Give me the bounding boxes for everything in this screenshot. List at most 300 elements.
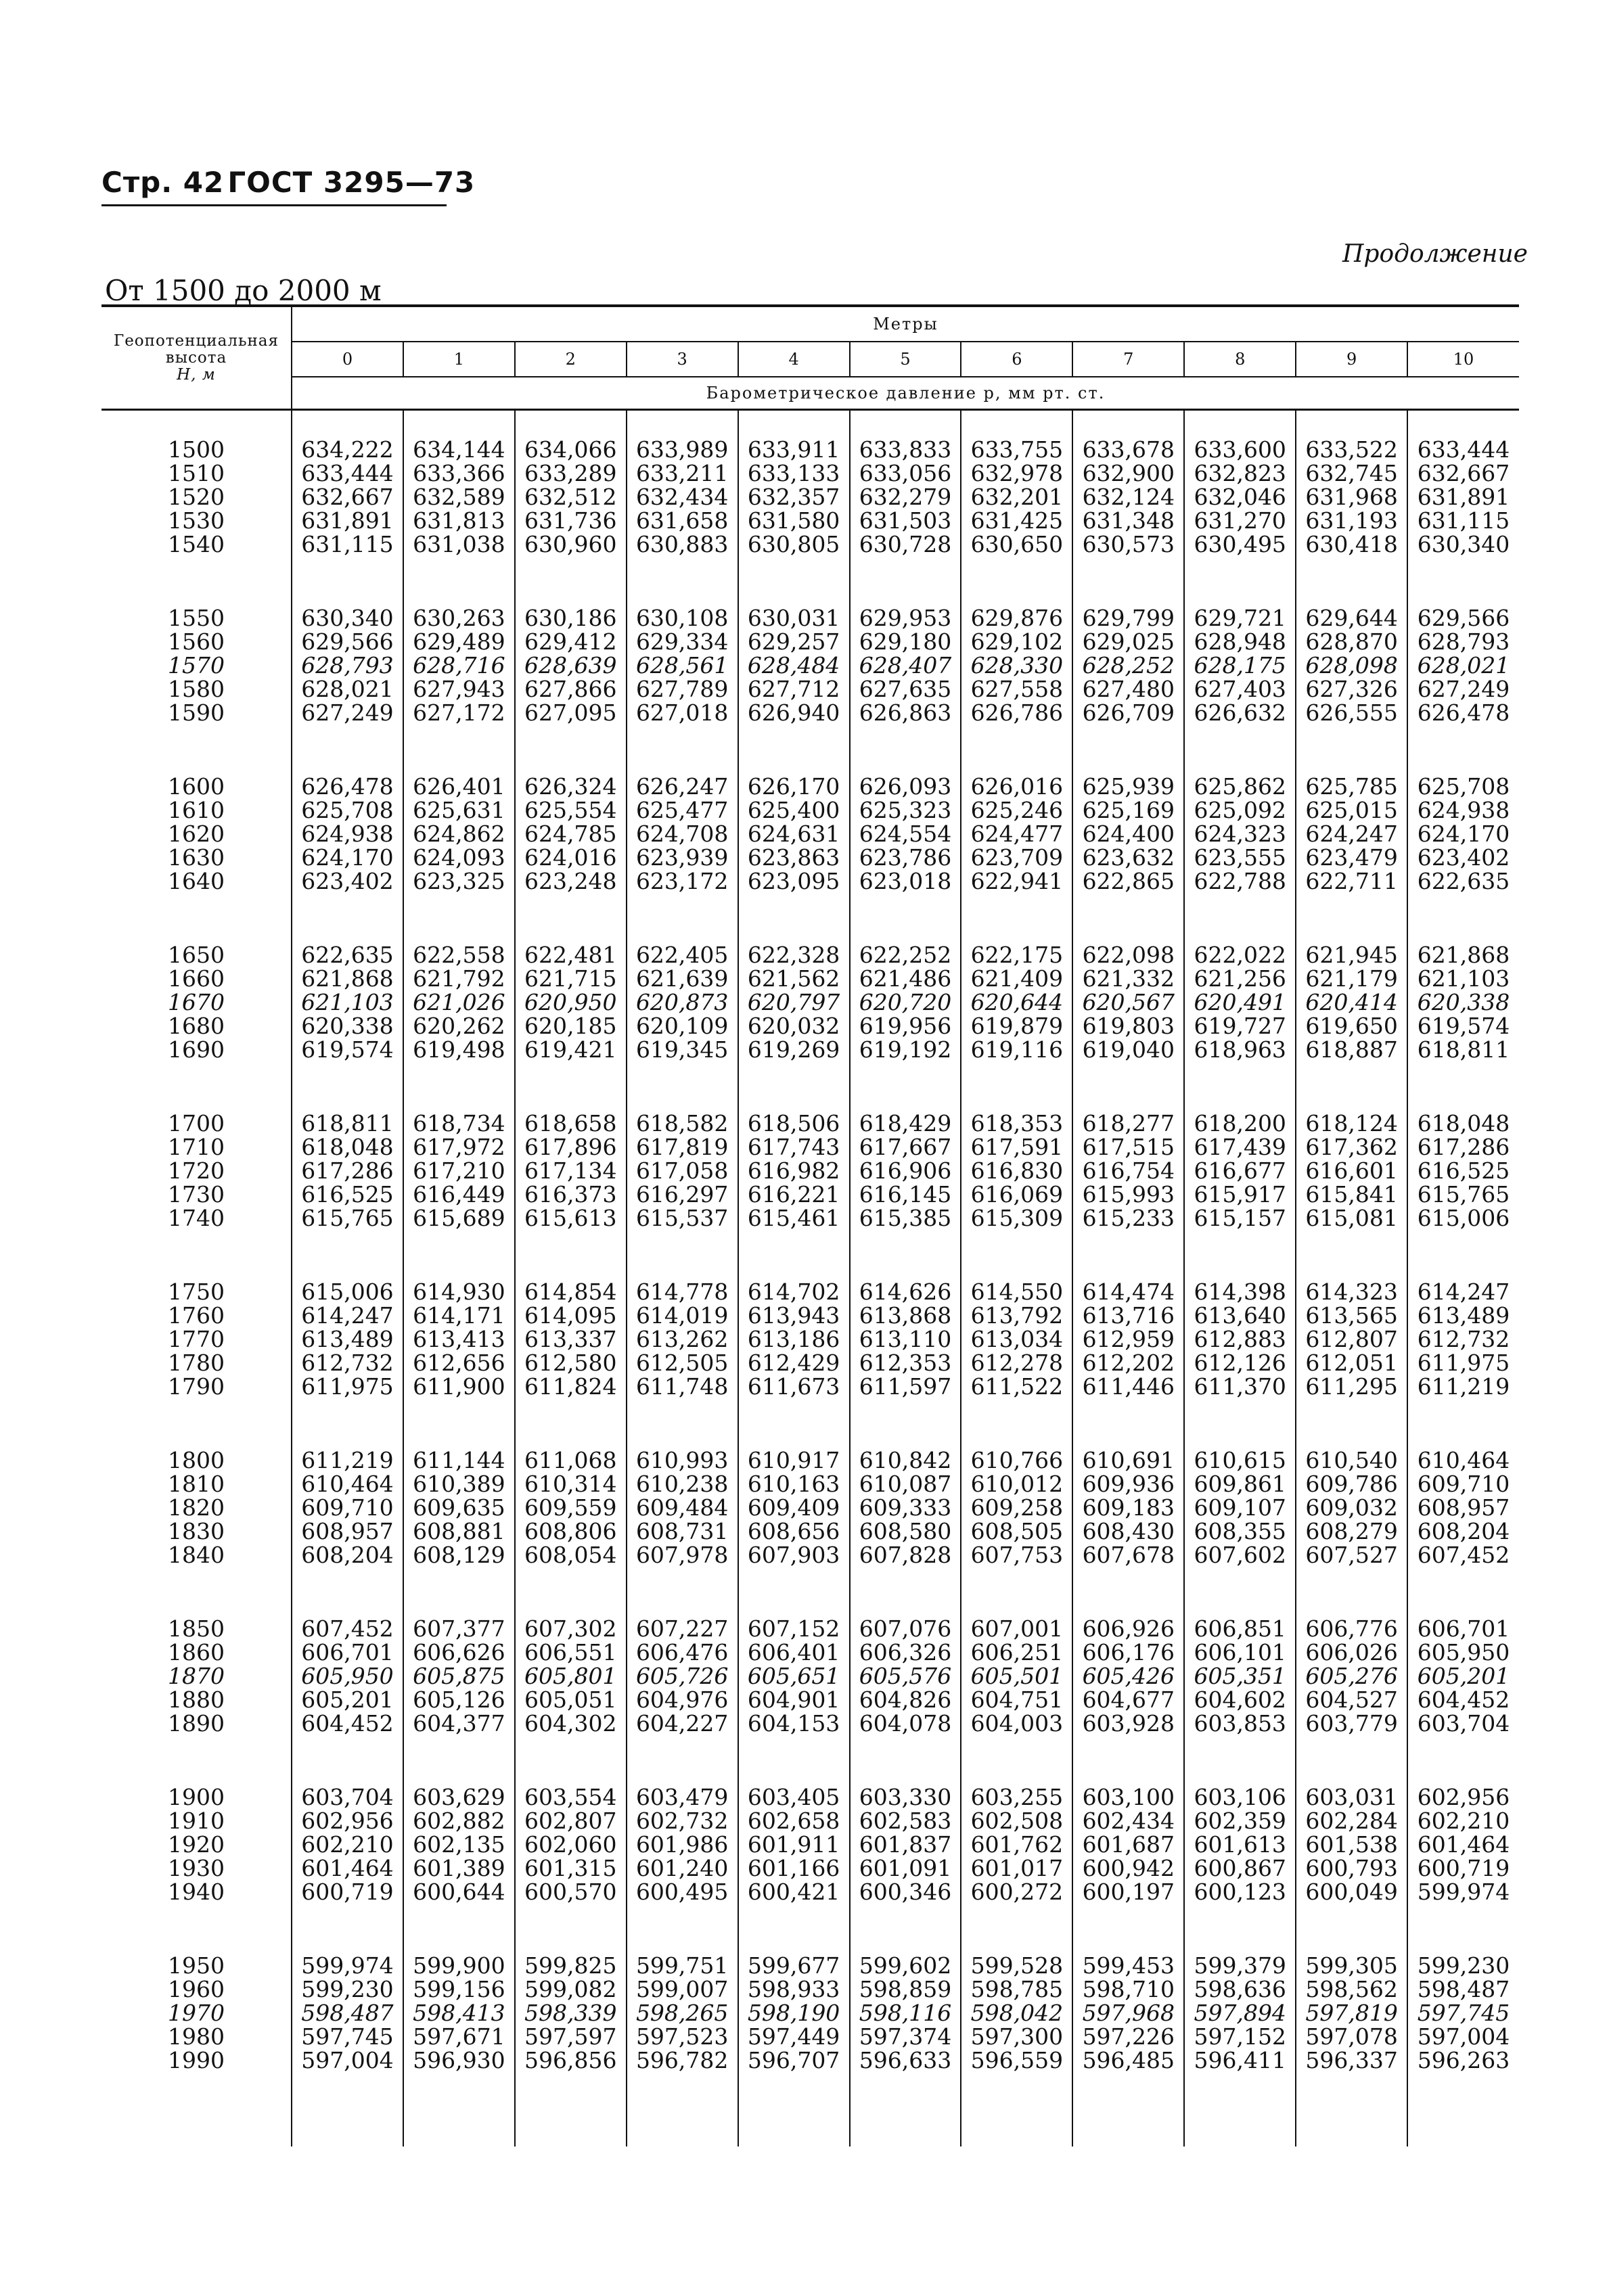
pressure-cell: 598,710 bbox=[1072, 1977, 1184, 2001]
pressure-cell: 626,786 bbox=[961, 701, 1072, 748]
pressure-cell: 616,525 bbox=[1407, 1159, 1519, 1183]
pressure-cell: 614,778 bbox=[627, 1253, 738, 1304]
pressure-cell: 620,950 bbox=[515, 990, 627, 1014]
pressure-cell: 614,171 bbox=[403, 1304, 515, 1327]
pressure-cell: 615,309 bbox=[961, 1206, 1072, 1253]
pressure-cell: 633,522 bbox=[1296, 410, 1407, 462]
pressure-cell: 609,258 bbox=[961, 1496, 1072, 1519]
table-row bbox=[101, 1206, 1519, 1253]
pressure-cell: 627,249 bbox=[1407, 677, 1519, 701]
pressure-cell: 610,917 bbox=[738, 1421, 850, 1472]
pressure-cell: 616,449 bbox=[403, 1183, 515, 1206]
pressure-cell: 598,487 bbox=[292, 2001, 403, 2025]
pressure-cell: 631,658 bbox=[627, 509, 738, 532]
pressure-cell: 614,095 bbox=[515, 1304, 627, 1327]
table-header bbox=[101, 306, 1519, 410]
pressure-cell: 610,766 bbox=[961, 1421, 1072, 1472]
pressure-cell: 629,334 bbox=[627, 630, 738, 653]
pressure-cell: 611,673 bbox=[738, 1375, 850, 1421]
pressure-cell: 617,058 bbox=[627, 1159, 738, 1183]
table-row bbox=[101, 2025, 1519, 2048]
pressure-cell: 609,484 bbox=[627, 1496, 738, 1519]
pressure-cell: 626,093 bbox=[850, 748, 961, 798]
table-row bbox=[101, 1135, 1519, 1159]
pressure-cell: 606,401 bbox=[738, 1640, 850, 1664]
pressure-cell: 623,325 bbox=[403, 869, 515, 916]
pressure-cell: 602,807 bbox=[515, 1809, 627, 1833]
pressure-cell: 599,379 bbox=[1184, 1927, 1296, 1977]
pressure-cell: 613,716 bbox=[1072, 1304, 1184, 1327]
table-row bbox=[101, 1640, 1519, 1664]
pressure-cell: 625,554 bbox=[515, 798, 627, 822]
pressure-cell: 617,972 bbox=[403, 1135, 515, 1159]
pressure-cell: 607,602 bbox=[1184, 1543, 1296, 1590]
pressure-cell: 619,421 bbox=[515, 1038, 627, 1084]
pressure-cell: 620,873 bbox=[627, 990, 738, 1014]
pressure-cell: 631,968 bbox=[1296, 485, 1407, 509]
height-cell: 1630 bbox=[168, 844, 225, 871]
pressure-cell: 618,811 bbox=[1407, 1038, 1519, 1084]
pressure-cell: 627,480 bbox=[1072, 677, 1184, 701]
pressure-cell: 622,635 bbox=[1407, 869, 1519, 916]
pressure-cell: 601,017 bbox=[961, 1856, 1072, 1880]
height-cell: 1650 bbox=[168, 942, 225, 968]
pressure-cell: 609,710 bbox=[1407, 1472, 1519, 1496]
pressure-cell: 623,863 bbox=[738, 846, 850, 869]
pressure-cell: 599,082 bbox=[515, 1977, 627, 2001]
column-header-2: 2 bbox=[515, 342, 627, 377]
pressure-cell: 609,786 bbox=[1296, 1472, 1407, 1496]
height-cell: 1930 bbox=[168, 1855, 225, 1881]
pressure-cell: 618,429 bbox=[850, 1084, 961, 1135]
pressure-cell: 602,956 bbox=[292, 1809, 403, 1833]
table-row bbox=[101, 2001, 1519, 2025]
pressure-cell: 618,887 bbox=[1296, 1038, 1407, 1084]
pressure-cell: 608,129 bbox=[403, 1543, 515, 1590]
pressure-cell: 612,656 bbox=[403, 1351, 515, 1375]
height-cell: 1680 bbox=[168, 1013, 225, 1039]
pressure-cell: 603,031 bbox=[1296, 1758, 1407, 1809]
pressure-cell: 607,978 bbox=[627, 1543, 738, 1590]
corner-line-1: Геопотенциальная bbox=[113, 331, 279, 350]
pressure-cell: 626,478 bbox=[292, 748, 403, 798]
pressure-cell: 617,743 bbox=[738, 1135, 850, 1159]
pressure-cell: 605,351 bbox=[1184, 1664, 1296, 1688]
pressure-cell: 602,956 bbox=[1407, 1758, 1519, 1809]
pressure-cell: 623,095 bbox=[738, 869, 850, 916]
pressure-cell: 602,135 bbox=[403, 1833, 515, 1856]
table-row bbox=[101, 748, 1519, 798]
table-row bbox=[101, 869, 1519, 916]
pressure-cell: 605,726 bbox=[627, 1664, 738, 1688]
pressure-cell: 612,202 bbox=[1072, 1351, 1184, 1375]
pressure-cell: 603,853 bbox=[1184, 1712, 1296, 1758]
pressure-cell: 618,048 bbox=[1407, 1084, 1519, 1135]
pressure-cell: 629,799 bbox=[1072, 579, 1184, 630]
pressure-cell: 622,252 bbox=[850, 916, 961, 967]
pressure-cell: 601,389 bbox=[403, 1856, 515, 1880]
pressure-cell: 622,175 bbox=[961, 916, 1072, 967]
pressure-cell: 611,295 bbox=[1296, 1375, 1407, 1421]
column-header-4: 4 bbox=[738, 342, 850, 377]
pressure-cell: 625,477 bbox=[627, 798, 738, 822]
pressure-cell: 623,248 bbox=[515, 869, 627, 916]
pressure-cell: 599,230 bbox=[292, 1977, 403, 2001]
pressure-cell: 597,894 bbox=[1184, 2001, 1296, 2025]
pressure-cell: 628,407 bbox=[850, 653, 961, 677]
pressure-cell: 612,126 bbox=[1184, 1351, 1296, 1375]
pressure-cell: 609,409 bbox=[738, 1496, 850, 1519]
pressure-cell: 597,300 bbox=[961, 2025, 1072, 2048]
pressure-cell: 623,018 bbox=[850, 869, 961, 916]
pressure-cell: 600,049 bbox=[1296, 1880, 1407, 1927]
pressure-cell: 618,277 bbox=[1072, 1084, 1184, 1135]
table-row bbox=[101, 1927, 1519, 1977]
pressure-cell: 630,340 bbox=[1407, 532, 1519, 579]
pressure-cell: 625,169 bbox=[1072, 798, 1184, 822]
pressure-cell: 602,359 bbox=[1184, 1809, 1296, 1833]
pressure-cell: 624,938 bbox=[292, 822, 403, 846]
pressure-cell: 605,801 bbox=[515, 1664, 627, 1688]
pressure-cell: 599,453 bbox=[1072, 1927, 1184, 1977]
table-row bbox=[101, 1809, 1519, 1833]
pressure-cell: 610,389 bbox=[403, 1472, 515, 1496]
pressure-cell: 616,754 bbox=[1072, 1159, 1184, 1183]
table-row bbox=[101, 485, 1519, 509]
pressure-cell: 597,968 bbox=[1072, 2001, 1184, 2025]
pressure-cell: 602,060 bbox=[515, 1833, 627, 1856]
table-row bbox=[101, 1038, 1519, 1084]
pressure-cell: 600,793 bbox=[1296, 1856, 1407, 1880]
table-row bbox=[101, 1084, 1519, 1135]
pressure-cell: 632,823 bbox=[1184, 461, 1296, 485]
pressure-cell: 617,286 bbox=[1407, 1135, 1519, 1159]
pressure-cell: 630,108 bbox=[627, 579, 738, 630]
pressure-cell: 597,226 bbox=[1072, 2025, 1184, 2048]
height-cell: 1520 bbox=[168, 484, 225, 510]
pressure-cell: 630,883 bbox=[627, 532, 738, 579]
pressure-cell: 633,366 bbox=[403, 461, 515, 485]
height-cell: 1530 bbox=[168, 507, 225, 534]
pressure-cell: 606,701 bbox=[292, 1640, 403, 1664]
pressure-cell: 628,252 bbox=[1072, 653, 1184, 677]
pressure-cell: 606,776 bbox=[1296, 1590, 1407, 1640]
pressure-cell: 627,403 bbox=[1184, 677, 1296, 701]
pressure-cell: 618,124 bbox=[1296, 1084, 1407, 1135]
pressure-cell: 625,785 bbox=[1296, 748, 1407, 798]
pressure-cell: 616,830 bbox=[961, 1159, 1072, 1183]
table-row bbox=[101, 822, 1519, 846]
pressure-cell: 618,506 bbox=[738, 1084, 850, 1135]
table-row bbox=[101, 1421, 1519, 1472]
pressure-cell: 602,434 bbox=[1072, 1809, 1184, 1833]
pressure-cell: 631,736 bbox=[515, 509, 627, 532]
pressure-cell: 598,190 bbox=[738, 2001, 850, 2025]
height-cell: 1830 bbox=[168, 1518, 225, 1544]
pressure-cell: 628,870 bbox=[1296, 630, 1407, 653]
pressure-cell: 609,333 bbox=[850, 1496, 961, 1519]
pressure-cell: 625,939 bbox=[1072, 748, 1184, 798]
pressure-cell: 627,712 bbox=[738, 677, 850, 701]
pressure-cell: 620,262 bbox=[403, 1014, 515, 1038]
table-row bbox=[101, 1253, 1519, 1304]
pressure-cell: 612,959 bbox=[1072, 1327, 1184, 1351]
pressure-cell: 619,803 bbox=[1072, 1014, 1184, 1038]
pressure-cell: 612,807 bbox=[1296, 1327, 1407, 1351]
pressure-cell: 604,976 bbox=[627, 1688, 738, 1712]
pressure-cell: 599,974 bbox=[1407, 1880, 1519, 1927]
pressure-cell: 596,930 bbox=[403, 2048, 515, 2146]
pressure-cell: 620,414 bbox=[1296, 990, 1407, 1014]
table-row bbox=[101, 1327, 1519, 1351]
page-number: Стр. 42 bbox=[101, 166, 225, 199]
pressure-cell: 610,087 bbox=[850, 1472, 961, 1496]
pressure-cell: 615,006 bbox=[1407, 1206, 1519, 1253]
pressure-cell: 627,866 bbox=[515, 677, 627, 701]
pressure-cell: 632,667 bbox=[292, 485, 403, 509]
pressure-cell: 624,631 bbox=[738, 822, 850, 846]
pressure-cell: 597,004 bbox=[1407, 2025, 1519, 2048]
pressure-cell: 619,574 bbox=[292, 1038, 403, 1084]
pressure-cell: 626,709 bbox=[1072, 701, 1184, 748]
column-header-6: 6 bbox=[961, 342, 1072, 377]
pressure-cell: 620,797 bbox=[738, 990, 850, 1014]
pressure-cell: 630,805 bbox=[738, 532, 850, 579]
pressure-cell: 630,263 bbox=[403, 579, 515, 630]
pressure-cell: 597,374 bbox=[850, 2025, 961, 2048]
pressure-cell: 603,479 bbox=[627, 1758, 738, 1809]
height-cell: 1790 bbox=[168, 1373, 225, 1400]
pressure-cell: 620,032 bbox=[738, 1014, 850, 1038]
pressure-cell: 623,172 bbox=[627, 869, 738, 916]
height-cell: 1910 bbox=[168, 1808, 225, 1834]
pressure-cell: 621,103 bbox=[1407, 967, 1519, 990]
table-row bbox=[101, 1664, 1519, 1688]
pressure-cell: 623,402 bbox=[1407, 846, 1519, 869]
pressure-cell: 628,098 bbox=[1296, 653, 1407, 677]
pressure-cell: 610,012 bbox=[961, 1472, 1072, 1496]
pressure-cell: 613,262 bbox=[627, 1327, 738, 1351]
column-header-5: 5 bbox=[850, 342, 961, 377]
pressure-cell: 610,842 bbox=[850, 1421, 961, 1472]
pressure-cell: 634,222 bbox=[292, 410, 403, 462]
pressure-cell: 626,632 bbox=[1184, 701, 1296, 748]
pressure-cell: 615,385 bbox=[850, 1206, 961, 1253]
pressure-cell: 605,276 bbox=[1296, 1664, 1407, 1688]
pressure-cell: 629,025 bbox=[1072, 630, 1184, 653]
pressure-cell: 618,734 bbox=[403, 1084, 515, 1135]
pressure-cell: 608,204 bbox=[292, 1543, 403, 1590]
pressure-cell: 626,170 bbox=[738, 748, 850, 798]
height-cell: 1750 bbox=[168, 1279, 225, 1305]
pressure-cell: 600,346 bbox=[850, 1880, 961, 1927]
pressure-cell: 624,247 bbox=[1296, 822, 1407, 846]
height-cell: 1670 bbox=[168, 989, 225, 1015]
pressure-cell: 627,095 bbox=[515, 701, 627, 748]
pressure-cell: 613,034 bbox=[961, 1327, 1072, 1351]
height-cell: 1690 bbox=[168, 1036, 225, 1063]
height-cell: 1500 bbox=[168, 436, 225, 463]
pressure-cell: 620,109 bbox=[627, 1014, 738, 1038]
pressure-cell: 596,707 bbox=[738, 2048, 850, 2146]
height-cell: 1850 bbox=[168, 1615, 225, 1642]
pressure-cell: 623,479 bbox=[1296, 846, 1407, 869]
pressure-cell: 620,491 bbox=[1184, 990, 1296, 1014]
pressure-cell: 629,876 bbox=[961, 579, 1072, 630]
pressure-cell: 602,732 bbox=[627, 1809, 738, 1833]
pressure-cell: 625,400 bbox=[738, 798, 850, 822]
pressure-cell: 629,180 bbox=[850, 630, 961, 653]
pressure-cell: 619,727 bbox=[1184, 1014, 1296, 1038]
column-header-0: 0 bbox=[292, 342, 403, 377]
pressure-cell: 631,348 bbox=[1072, 509, 1184, 532]
pressure-cell: 604,527 bbox=[1296, 1688, 1407, 1712]
pressure-cell: 625,246 bbox=[961, 798, 1072, 822]
pressure-cell: 630,340 bbox=[292, 579, 403, 630]
pressure-cell: 631,270 bbox=[1184, 509, 1296, 532]
pressure-cell: 614,550 bbox=[961, 1253, 1072, 1304]
height-cell: 1800 bbox=[168, 1447, 225, 1473]
pressure-cell: 599,825 bbox=[515, 1927, 627, 1977]
pressure-cell: 620,644 bbox=[961, 990, 1072, 1014]
pressure-cell: 596,263 bbox=[1407, 2048, 1519, 2146]
pressure-cell: 600,272 bbox=[961, 1880, 1072, 1927]
pressure-cell: 620,338 bbox=[1407, 990, 1519, 1014]
pressure-cell: 623,555 bbox=[1184, 846, 1296, 869]
pressure-cell: 612,732 bbox=[1407, 1327, 1519, 1351]
pressure-cell: 619,574 bbox=[1407, 1014, 1519, 1038]
height-cell: 1860 bbox=[168, 1639, 225, 1666]
pressure-cell: 624,400 bbox=[1072, 822, 1184, 846]
pressure-cell: 627,326 bbox=[1296, 677, 1407, 701]
pressure-cell: 596,782 bbox=[627, 2048, 738, 2146]
pressure-cell: 615,765 bbox=[1407, 1183, 1519, 1206]
pressure-cell: 629,721 bbox=[1184, 579, 1296, 630]
table-row bbox=[101, 1375, 1519, 1421]
height-cell: 1970 bbox=[168, 2000, 225, 2026]
pressure-cell: 603,255 bbox=[961, 1758, 1072, 1809]
pressure-cell: 629,102 bbox=[961, 630, 1072, 653]
pressure-cell: 599,156 bbox=[403, 1977, 515, 2001]
continuation-label: Продолжение bbox=[1342, 240, 1528, 268]
pressure-cell: 610,993 bbox=[627, 1421, 738, 1472]
pressure-cell: 629,489 bbox=[403, 630, 515, 653]
table-row bbox=[101, 846, 1519, 869]
pressure-cell: 601,613 bbox=[1184, 1833, 1296, 1856]
pressure-cell: 615,993 bbox=[1072, 1183, 1184, 1206]
pressure-cell: 608,505 bbox=[961, 1519, 1072, 1543]
pressure-cell: 615,841 bbox=[1296, 1183, 1407, 1206]
pressure-cell: 630,573 bbox=[1072, 532, 1184, 579]
table-row bbox=[101, 1472, 1519, 1496]
pressure-cell: 622,405 bbox=[627, 916, 738, 967]
pressure-cell: 628,175 bbox=[1184, 653, 1296, 677]
pressure-cell: 632,201 bbox=[961, 485, 1072, 509]
pressure-cell: 613,489 bbox=[1407, 1304, 1519, 1327]
document-code: ГОСТ 3295—73 bbox=[227, 166, 476, 199]
pressure-cell: 624,093 bbox=[403, 846, 515, 869]
pressure-cell: 631,580 bbox=[738, 509, 850, 532]
pressure-cell: 627,789 bbox=[627, 677, 738, 701]
table-row bbox=[101, 1688, 1519, 1712]
pressure-cell: 607,828 bbox=[850, 1543, 961, 1590]
pressure-cell: 626,863 bbox=[850, 701, 961, 748]
height-cell: 1640 bbox=[168, 868, 225, 894]
pressure-cell: 625,015 bbox=[1296, 798, 1407, 822]
pressure-cell: 600,123 bbox=[1184, 1880, 1296, 1927]
pressure-cell: 608,957 bbox=[1407, 1496, 1519, 1519]
table-row bbox=[101, 1014, 1519, 1038]
pressure-cell: 605,651 bbox=[738, 1664, 850, 1688]
pressure-cell: 614,854 bbox=[515, 1253, 627, 1304]
pressure-cell: 625,862 bbox=[1184, 748, 1296, 798]
pressure-cell: 608,054 bbox=[515, 1543, 627, 1590]
table-row bbox=[101, 1496, 1519, 1519]
pressure-cell: 601,911 bbox=[738, 1833, 850, 1856]
pressure-cell: 618,048 bbox=[292, 1135, 403, 1159]
pressure-cell: 613,337 bbox=[515, 1327, 627, 1351]
pressure-cell: 609,032 bbox=[1296, 1496, 1407, 1519]
pressure-cell: 602,508 bbox=[961, 1809, 1072, 1833]
pressure-cell: 633,911 bbox=[738, 410, 850, 462]
pressure-cell: 633,989 bbox=[627, 410, 738, 462]
pressure-cell: 628,793 bbox=[1407, 630, 1519, 653]
pressure-cell: 626,940 bbox=[738, 701, 850, 748]
pressure-cell: 618,353 bbox=[961, 1084, 1072, 1135]
pressure-cell: 615,765 bbox=[292, 1206, 403, 1253]
pressure-cell: 627,635 bbox=[850, 677, 961, 701]
pressure-cell: 619,345 bbox=[627, 1038, 738, 1084]
pressure-cell: 606,026 bbox=[1296, 1640, 1407, 1664]
pressure-cell: 614,323 bbox=[1296, 1253, 1407, 1304]
pressure-cell: 605,201 bbox=[1407, 1664, 1519, 1688]
pressure-cell: 604,452 bbox=[292, 1712, 403, 1758]
pressure-cell: 596,411 bbox=[1184, 2048, 1296, 2146]
pressure-cell: 598,636 bbox=[1184, 1977, 1296, 2001]
pressure-cell: 608,430 bbox=[1072, 1519, 1184, 1543]
pressure-cell: 613,413 bbox=[403, 1327, 515, 1351]
pressure-cell: 613,565 bbox=[1296, 1304, 1407, 1327]
pressure-cell: 629,644 bbox=[1296, 579, 1407, 630]
height-cell: 1960 bbox=[168, 1976, 225, 2002]
pressure-cell: 611,597 bbox=[850, 1375, 961, 1421]
column-header-10: 10 bbox=[1407, 342, 1519, 377]
pressure-cell: 626,478 bbox=[1407, 701, 1519, 748]
pressure-cell: 601,240 bbox=[627, 1856, 738, 1880]
pressure-cell: 621,256 bbox=[1184, 967, 1296, 990]
table-row bbox=[101, 1519, 1519, 1543]
height-cell: 1820 bbox=[168, 1494, 225, 1521]
pressure-cell: 629,412 bbox=[515, 630, 627, 653]
pressure-cell: 597,004 bbox=[292, 2048, 403, 2146]
height-cell: 1570 bbox=[168, 652, 225, 679]
pressure-cell: 607,302 bbox=[515, 1590, 627, 1640]
pressure-cell: 617,667 bbox=[850, 1135, 961, 1159]
pressure-cell: 603,330 bbox=[850, 1758, 961, 1809]
pressure-cell: 601,687 bbox=[1072, 1833, 1184, 1856]
pressure-cell: 626,324 bbox=[515, 748, 627, 798]
pressure-cell: 628,948 bbox=[1184, 630, 1296, 653]
pressure-cell: 624,170 bbox=[292, 846, 403, 869]
pressure-cell: 600,570 bbox=[515, 1880, 627, 1927]
table-row bbox=[101, 1880, 1519, 1927]
pressure-cell: 633,678 bbox=[1072, 410, 1184, 462]
pressure-cell: 632,589 bbox=[403, 485, 515, 509]
pressure-cell: 615,917 bbox=[1184, 1183, 1296, 1206]
pressure-cell: 608,656 bbox=[738, 1519, 850, 1543]
table-row bbox=[101, 967, 1519, 990]
pressure-cell: 632,745 bbox=[1296, 461, 1407, 485]
